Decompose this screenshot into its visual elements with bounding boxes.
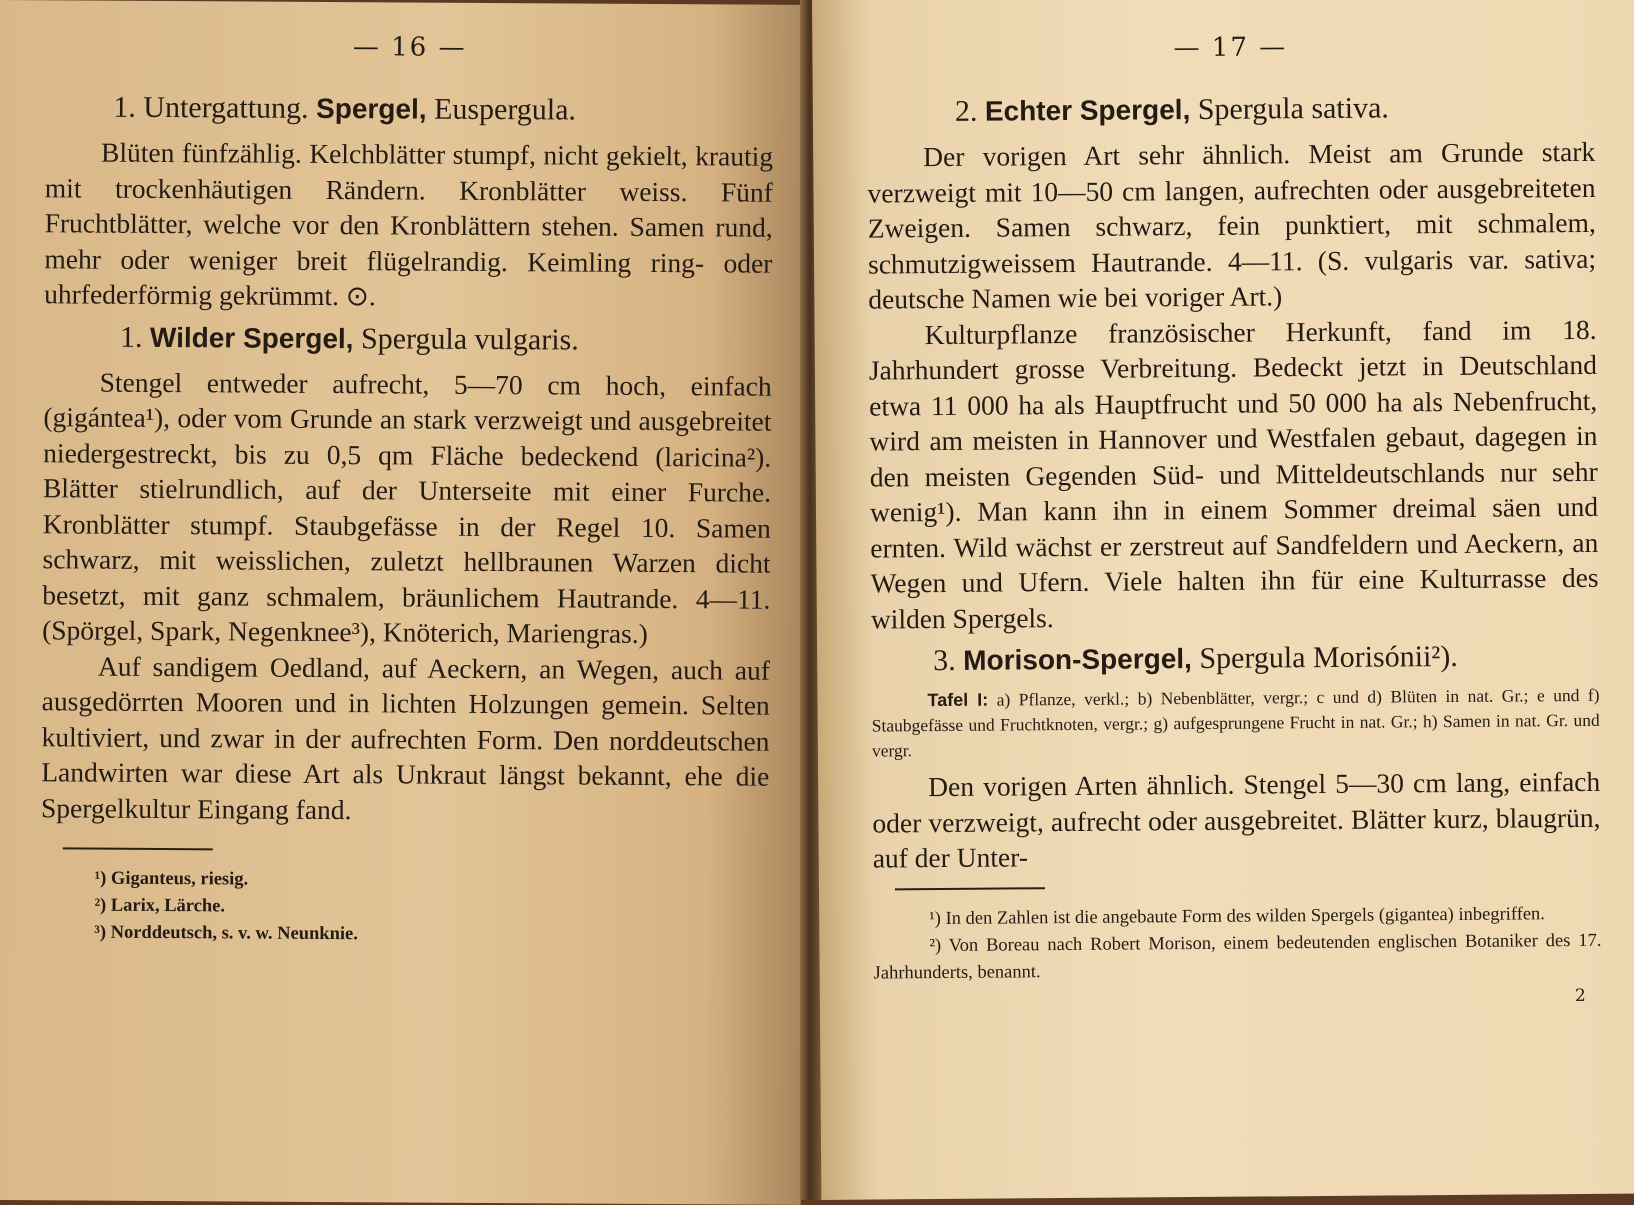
plate-label: Tafel I: <box>927 689 989 711</box>
plate-legend: a) Pflanze, verkl.; b) Nebenblätter, vergr.; c und d) Blüten in nat. Gr.; e und f) Staubgefässe und Fruchtknoten, vergr.; g) aufgesprungene Frucht in nat. Gr.; h) Samen in nat. Gr. und vergr. <box>871 684 1600 761</box>
page-number-right: — 17 — <box>1173 32 1288 64</box>
species1-habitat: Auf sandigem Oedland, auf Aeckern, an Wegen, auch auf ausgedörrten Mooren und in lichten Holzungen gemein. Selten kultiviert, und zwar in der aufrechten Form. Den norddeutschen Landwirten war diese Art als Unkraut längst bekannt, ehe die Spergelkultur Eingang fand. <box>40 650 771 825</box>
footnote-left-2: ²) Larix, Lärche. <box>94 895 226 917</box>
species1-number: 1. <box>119 320 143 354</box>
subgenus-latin: Euspergula. <box>433 92 577 127</box>
species2-number: 2. <box>954 94 978 128</box>
species1-heading <box>44 316 772 362</box>
left-page <box>0 0 808 1205</box>
subgenus-description: Blüten fünfzählig. Kelchblätter stumpf, nicht gekielt, krautig mit trockenhäutigen Rändern. Kronblätter weiss. Fünf Fruchtblätter, welche vor den Kronblättern stehen. Samen rund, mehr oder weniger breit flügelrandig. Keimling ring- oder uhrfederförmig gekrümmt. ⊙. <box>44 136 774 312</box>
subgenus-prefix: 1. Untergattung. <box>113 90 309 125</box>
species3-latin: Spergula Morisónii²). <box>1199 639 1458 675</box>
footnote-rule-left <box>63 847 213 850</box>
footnote-left-1: ¹) Giganteus, riesig. <box>94 868 249 890</box>
subgenus-name: Spergel, <box>315 92 427 125</box>
species1-latin: Spergula vulgaris. <box>360 321 579 357</box>
species2-description: Der vorigen Art sehr ähnlich. Meist am Grunde stark verzweigt mit 10—50 cm langen, aufrechten oder ausgebreiteten Zweigen. Samen schwarz, fein punktiert, mit schmalem, schmutzigweissem Hautrande. 4—11. (S. vulgaris var. sativa; deutsche Namen wie bei voriger Art.) <box>867 135 1597 315</box>
species2-heading <box>867 86 1595 134</box>
footnote-right-1: ¹) In den Zahlen ist die angebaute Form des wilden Spergels (gigantea) inbegriffen. <box>929 903 1545 929</box>
species3-number: 3. <box>933 643 956 678</box>
footnote-rule-right <box>895 887 1045 890</box>
subgenus-heading <box>45 86 773 132</box>
species2-latin: Spergula sativa. <box>1197 91 1389 126</box>
footnote-right-2: ²) Von Boreau nach Robert Morison, einem bedeutenden englischen Botaniker des 17. Jahrhunderts, benannt. <box>873 930 1602 984</box>
species1-description: Stengel entweder aufrecht, 5—70 cm hoch, einfach (gigántea¹), oder vom Grunde an stark verzweigt und ausgebreitet niedergestreckt, bis zu 0,5 qm Fläche bedeckend (laricina²). Blätter stielrundlich, auf der Unterseite mit einer Furche. Kronblätter stumpf. Staubgefässe in der Regel 10. Samen schwarz, mit weisslichen, zuletzt hellbraunen Warzen dicht besetzt, mit ganz schmalem, bräunlichem Hautrande. 4—11. (Spörgel, Spark, Negenknee³), Knöterich, Mariengras.) <box>42 366 772 649</box>
species3-description: Den vorigen Arten ähnlich. Stengel 5—30 cm lang, einfach oder verzweigt, aufrecht oder ausgebreitet. Blätter kurz, blaugrün, auf der Unter- <box>872 765 1601 874</box>
species3-name: Morison-Spergel, <box>963 643 1193 676</box>
species2-culture: Kulturpflanze französischer Herkunft, fand im 18. Jahrhundert grosse Verbreitung. Bedeckt jetzt in Deutschland etwa 11 000 ha als Hauptfrucht und 50 000 ha als Nebenfrucht, wird am meisten in Hannover und Westfalen gebaut, dagegen in den meisten Gegenden Süd- und Mitteldeutschlands nur sehr wenig¹). Man kann ihn in einem Sommer dreimal säen und ernten. Wild wächst er zerstreut auf Sandfeldern und Aeckern, an Wegen und Ufern. Viele halten ihn für eine Kulturrasse des wilden Spergels. <box>868 313 1599 635</box>
footnote-left-3: ³) Norddeutsch, s. v. w. Neunknie. <box>94 922 358 945</box>
plate-reference <box>871 683 1600 764</box>
right-page <box>812 0 1634 1200</box>
species2-name: Echter Spergel, <box>984 94 1191 127</box>
page-number-left: — 16 — <box>352 32 467 63</box>
species3-heading <box>871 635 1599 683</box>
species1-name: Wilder Spergel, <box>149 321 354 354</box>
signature-mark: 2 <box>1574 985 1586 1006</box>
